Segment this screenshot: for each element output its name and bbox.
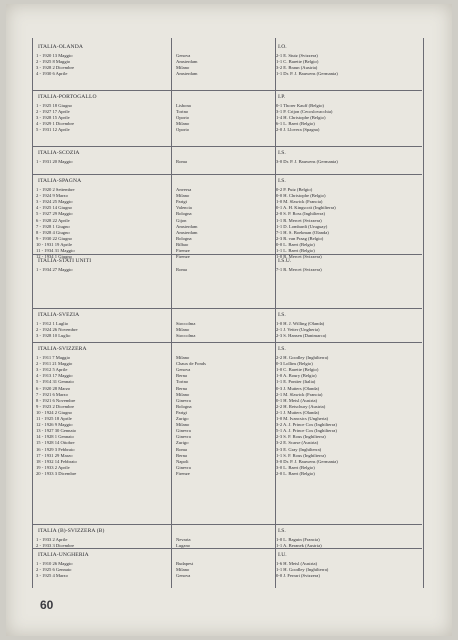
match-result-referee: 0-0 L. Baert (Belgio)	[276, 241, 315, 247]
match-row	[32, 567, 422, 573]
section-divider	[32, 548, 422, 549]
match-row	[32, 410, 422, 416]
match-city: Milano	[176, 121, 190, 127]
match-result-referee: 0-1 A. H. Kingscott (Inghilterra)	[276, 205, 336, 211]
section-divider	[32, 174, 422, 175]
match-city: Genova	[176, 367, 191, 373]
match-city: Genova	[176, 573, 191, 579]
match-result-referee: 1-1 A. Beranek (Austria)	[276, 543, 322, 549]
match-result-referee: 1-1 E. Pontier (Italia)	[276, 379, 316, 385]
section-divider	[32, 254, 422, 255]
match-city: Milano	[176, 193, 190, 199]
match-date: 1 - 1925 18 Giugno	[36, 103, 72, 108]
match-result-referee: 7-1 H. S. Boekman (Olanda)	[276, 229, 329, 235]
match-date: 6 - 1928 22 Aprile	[36, 217, 70, 223]
match-city: Firenze	[176, 248, 190, 253]
section-code: I.P.	[278, 94, 286, 100]
match-city: Roma	[176, 159, 187, 164]
section-title: ITALIA-SPAGNA	[38, 178, 82, 184]
match-result-referee: 3-3 E. Gray (Inghilterra)	[276, 446, 322, 452]
match-result-referee: 1-1 Dr. P. J. Bauwens (Germania)	[276, 71, 338, 77]
match-row	[32, 471, 422, 477]
match-city: Milano	[176, 327, 190, 333]
match-result-referee: 3-0 L. Baert (Belgio)	[276, 464, 315, 470]
match-city: Roma	[176, 446, 187, 452]
match-row	[32, 193, 422, 199]
match-city: Berna	[176, 452, 187, 458]
match-city: Berna	[176, 385, 187, 391]
match-date: 16 - 1929 3 Febbraio	[36, 446, 75, 452]
match-city: Zurigo	[176, 440, 189, 446]
match-date: 19 - 1933 2 Aprile	[36, 464, 70, 470]
match-date: 1 - 1910 26 Maggio	[36, 561, 73, 566]
match-city: Lisbona	[176, 103, 191, 108]
match-row	[32, 53, 422, 59]
match-date: 3 - 1928 15 Aprile	[36, 115, 70, 121]
section-title: ITALIA-UNGHERIA	[38, 552, 89, 558]
match-date: 3 - 1928 2 Dicembre	[36, 65, 75, 71]
match-city: Chaux de Fonds	[176, 361, 206, 367]
match-result-referee: 1-0 H. J. Willing (Olanda)	[276, 321, 325, 326]
match-date: 4 - 1929 1 Dicembre	[36, 121, 75, 127]
match-result-referee: 1-6 H. Meisl (Austria)	[276, 561, 318, 566]
match-date: 4 - 1930 6 Aprile	[36, 71, 68, 77]
match-city: Bilbao	[176, 241, 189, 247]
match-result-referee: 2-0 S. P. Ross (Inghilterra)	[276, 211, 325, 217]
match-result-referee: 0-3 Lollins (Belgio)	[276, 361, 313, 367]
section-code: I.S.	[278, 178, 286, 184]
match-result-referee: 2-1 J. Mutters (Olanda)	[276, 409, 320, 415]
section-code: I.S.	[278, 312, 286, 318]
match-row	[32, 416, 422, 422]
match-result-referee: 0-0 H. Christophe (Belgio)	[276, 193, 326, 199]
match-row	[32, 537, 422, 543]
match-row	[32, 121, 422, 127]
match-row	[32, 115, 422, 121]
match-result-referee: 6-1 L. Baert (Belgio)	[276, 121, 315, 127]
match-date: 1 - 1920 13 Maggio	[36, 53, 73, 58]
match-city: Milano	[176, 567, 190, 573]
match-date: 2 - 1924 26 Novembre	[36, 327, 78, 333]
match-date: 11 - 1925 18 Aprile	[36, 416, 72, 421]
match-result-referee: 1-0 R. Mercet (Svizzera)	[276, 254, 322, 260]
section-title: ITALIA-OLANDA	[38, 44, 83, 50]
section-code: I.O.	[278, 44, 287, 50]
match-date: 3 - 1924 25 Maggio	[36, 199, 73, 205]
section-code: I.S.U.	[278, 258, 292, 264]
match-row	[32, 267, 422, 273]
match-row	[32, 205, 422, 211]
match-row	[32, 333, 422, 339]
match-date: 6 - 1920 28 Marzo	[36, 385, 71, 391]
section-code: I.U.	[278, 552, 287, 558]
match-date: 1 - 1931 20 Maggio	[36, 159, 73, 164]
match-result-referee: 2-1 M. Slawick (Francia)	[276, 391, 323, 397]
match-row	[32, 321, 422, 327]
match-city: Anversa	[176, 187, 192, 192]
match-city: Bologna	[176, 403, 192, 409]
match-city: Ginevra	[176, 428, 191, 434]
match-result-referee: 7-1 R. Mercet (Svizzera)	[276, 267, 322, 272]
match-row	[32, 159, 422, 165]
match-city: Stoccolma	[176, 333, 196, 339]
match-city: Zurigo	[176, 416, 189, 421]
match-row	[32, 440, 422, 446]
match-result-referee: 2-3 S. Hansen (Danimarca)	[276, 333, 327, 339]
match-city: Nevaria	[176, 537, 191, 542]
match-city: Firenze	[176, 470, 190, 476]
section-divider	[32, 524, 422, 525]
match-date: 2 - 1925 8 Maggio	[36, 59, 71, 65]
section-divider	[32, 90, 422, 91]
match-result-referee: 3-1 P. Crijon (Cecoslovacchia)	[276, 109, 333, 115]
match-result-referee: 1-1 S. F. Rous (Inghilterra)	[276, 452, 326, 458]
section-divider	[32, 146, 422, 147]
match-date: 11 - 1934 31 Maggio	[36, 248, 75, 253]
match-result-referee: 0-2 P. Putz (Belgio)	[276, 187, 313, 192]
match-result-referee: 2-1 E. Stutz (Svizzera)	[276, 53, 318, 58]
match-date: 1 - 1934 27 Maggio	[36, 267, 73, 272]
match-row	[32, 367, 422, 373]
match-date: 9 - 1923 2 Dicembre	[36, 403, 75, 409]
match-date: 2 - 1927 17 Aprile	[36, 109, 70, 115]
match-result-referee: 2-0 J. Llovera (Spagna)	[276, 127, 320, 133]
match-row	[32, 224, 422, 230]
match-row	[32, 327, 422, 333]
match-row	[32, 361, 422, 367]
match-date: 2 - 1933 3 Dicembre	[36, 543, 75, 549]
match-result-referee: 1-1 R. Mercet (Svizzera)	[276, 217, 322, 223]
match-row	[32, 236, 422, 242]
match-date: 1 - 1912 1 Luglio	[36, 321, 69, 326]
match-row	[32, 59, 422, 65]
match-date: 13 - 1927 30 Gennaio	[36, 428, 77, 434]
match-row	[32, 428, 422, 434]
match-city: Oporto	[176, 127, 190, 133]
match-date: 9 - 1930 22 Giugno	[36, 235, 72, 241]
match-date: 2 - 1924 9 Marzo	[36, 193, 68, 199]
match-result-referee: 2-3 S. F. Rous (Inghilterra)	[276, 434, 326, 440]
match-date: 3 - 1928 10 Luglio	[36, 333, 71, 339]
match-row	[32, 453, 422, 459]
match-result-referee: 0-1 Thorer Kauff (Belgio)	[276, 103, 324, 108]
match-city: Amsterdam	[176, 59, 198, 65]
match-result-referee: 1-0 M. Ivancsics (Ungheria)	[276, 416, 329, 421]
match-result-referee: 3-2 A. J. Prince Cox (Inghilterra)	[276, 422, 337, 428]
section-code: I.S.	[278, 150, 286, 156]
match-city: Ginevra	[176, 464, 191, 470]
match-city: Parigi	[176, 199, 187, 205]
section-divider	[32, 342, 422, 343]
match-city: Amsterdam	[176, 229, 198, 235]
match-row	[32, 109, 422, 115]
match-result-referee: 3-2 E. Braun (Austria)	[276, 65, 318, 71]
match-row	[32, 392, 422, 398]
match-city: Oporto	[176, 115, 190, 121]
match-row	[32, 465, 422, 471]
section-divider	[32, 308, 422, 309]
match-row	[32, 230, 422, 236]
match-result-referee: 1-0 M. Slawick (Francia)	[276, 199, 323, 205]
match-row	[32, 459, 422, 465]
match-result-referee: 1-1 C. Barette (Belgio)	[276, 59, 319, 65]
match-city: Torino	[176, 379, 189, 385]
match-result-referee: 2-1 J. Vetter (Ungheria)	[276, 327, 320, 333]
match-row	[32, 71, 422, 77]
match-row	[32, 422, 422, 428]
section-code: I.S.	[278, 346, 286, 352]
match-city: Milano	[176, 355, 190, 360]
match-row	[32, 561, 422, 567]
match-date: 15 - 1928 14 Ottobre	[36, 440, 75, 446]
match-result-referee: 0-3 J. Mutters (Olanda)	[276, 385, 320, 391]
match-city: Milano	[176, 391, 190, 397]
match-date: 12 - 1926 9 Maggio	[36, 422, 73, 428]
match-date: 1 - 1920 2 Settembre	[36, 187, 75, 192]
match-city: Genova	[176, 53, 191, 58]
match-city: Amsterdam	[176, 71, 198, 77]
match-result-referee: 1-1 H. Goodley (Inghilterra)	[276, 567, 329, 573]
match-city: Bologna	[176, 235, 192, 241]
match-city: Roma	[176, 267, 187, 272]
match-date: 2 - 1925 6 Gennaio	[36, 567, 72, 573]
match-date: 8 - 1928 4 Giugno	[36, 229, 70, 235]
match-city: Lugano	[176, 543, 191, 549]
match-date: 7 - 1928 1 Giugno	[36, 223, 70, 229]
section-code: I.S.	[278, 528, 286, 534]
section-title: ITALIA-PORTOGALLO	[38, 94, 97, 100]
match-city: Bologna	[176, 211, 192, 217]
match-city: Torino	[176, 109, 189, 115]
match-row	[32, 434, 422, 440]
match-date: 14 - 1928 1 Gennaio	[36, 434, 74, 440]
match-row	[32, 103, 422, 109]
page-number: 60	[40, 598, 54, 612]
match-row	[32, 242, 422, 248]
match-city: Napoli	[176, 458, 189, 464]
match-row	[32, 65, 422, 71]
match-date: 5 - 1914 31 Gennaio	[36, 379, 74, 385]
match-row	[32, 573, 422, 579]
match-row	[32, 218, 422, 224]
match-row	[32, 379, 422, 385]
section-title: ITALIA-SVIZZERA	[38, 346, 87, 352]
match-city: Amsterdam	[176, 223, 198, 229]
match-date: 10 - 1931 19 Aprile	[36, 241, 72, 247]
match-result-referee: 1-1 L. Baert (Belgio)	[276, 248, 315, 253]
section-title: ITALIA-SCOZIA	[38, 150, 80, 156]
match-result-referee: 3-0 Dr. P. J. Bauwens (Germania)	[276, 458, 338, 464]
match-row	[32, 199, 422, 205]
match-result-referee: 0-1 H. Meisl (Austria)	[276, 397, 318, 403]
match-date: 20 - 1933 3 Dicembre	[36, 470, 77, 476]
match-city: Stoccolma	[176, 321, 196, 326]
match-result-referee: 2-0 L. Baert (Belgio)	[276, 470, 315, 476]
match-city: Ginevra	[176, 434, 191, 440]
match-result-referee: 3-2 E. Scarse (Austria)	[276, 440, 319, 446]
section-title: ITALIA-STATI UNITI	[38, 258, 92, 264]
match-row	[32, 447, 422, 453]
match-city: Ginevra	[176, 397, 191, 403]
match-row	[32, 386, 422, 392]
match-date: 12 - 1934 1 Giugno	[36, 254, 72, 260]
match-row	[32, 211, 422, 217]
match-result-referee: 1-0 C. Barette (Belgio)	[276, 367, 319, 373]
match-date: 2 - 1911 21 Maggio	[36, 361, 73, 367]
match-result-referee: 0-0 J. Ferrari (Svizzera)	[276, 573, 320, 579]
match-result-referee: 1-4 H. Christophe (Belgio)	[276, 115, 326, 121]
match-city: Berna	[176, 373, 187, 379]
match-row	[32, 398, 422, 404]
match-date: 5 - 1927 29 Maggio	[36, 211, 73, 217]
match-city: Milano	[176, 65, 190, 71]
match-date: 3 - 1912 5 Aprile	[36, 367, 68, 373]
match-date: 10 - 1924 2 Giugno	[36, 409, 72, 415]
match-result-referee: 3-0 Dr. P. J. Bauwens (Germania)	[276, 159, 338, 164]
match-row	[32, 404, 422, 410]
match-date: 1 - 1933 2 Aprile	[36, 537, 68, 542]
match-row	[32, 187, 422, 193]
match-city: Parigi	[176, 409, 187, 415]
match-city: Budapest	[176, 561, 194, 566]
match-date: 17 - 1931 29 Marzo	[36, 452, 73, 458]
match-row	[32, 373, 422, 379]
match-city: Valencia	[176, 205, 192, 211]
match-city: Milano	[176, 422, 190, 428]
match-result-referee: 2-3 R. van Praag (Belgio)	[276, 235, 324, 241]
section-title: ITALIA-SVEZIA	[38, 312, 80, 318]
match-result-referee: 1-0 A. Boury (Belgio)	[276, 373, 317, 379]
match-date: 4 - 1925 14 Giugno	[36, 205, 72, 211]
match-result-referee: 1-1 D. Lombardi (Uruguay)	[276, 223, 328, 229]
section-title: ITALIA (B)-SVIZZERA (B)	[38, 528, 105, 534]
match-date: 1 - 1911 7 Maggio	[36, 355, 71, 360]
match-date: 3 - 1925 4 Marzo	[36, 573, 68, 579]
match-result-referee: 2-2 H. Retschury (Austria)	[276, 403, 326, 409]
match-date: 18 - 1932 14 Febbraio	[36, 458, 77, 464]
match-date: 4 - 1913 17 Maggio	[36, 373, 73, 379]
match-date: 8 - 1921 6 Novembre	[36, 397, 76, 403]
match-date: 5 - 1931 12 Aprile	[36, 127, 70, 133]
match-city: Firenze	[176, 254, 190, 260]
match-result-referee: 1-0 L. Baguin (Francia)	[276, 537, 320, 542]
match-row	[32, 127, 422, 133]
match-city: Gijon	[176, 217, 187, 223]
match-row	[32, 355, 422, 361]
match-date: 7 - 1921 6 Marzo	[36, 391, 68, 397]
match-result-referee: 5-1 A. J. Prince Cox (Inghilterra)	[276, 428, 337, 434]
match-result-referee: 2-2 H. Goodley (Inghilterra)	[276, 355, 329, 360]
